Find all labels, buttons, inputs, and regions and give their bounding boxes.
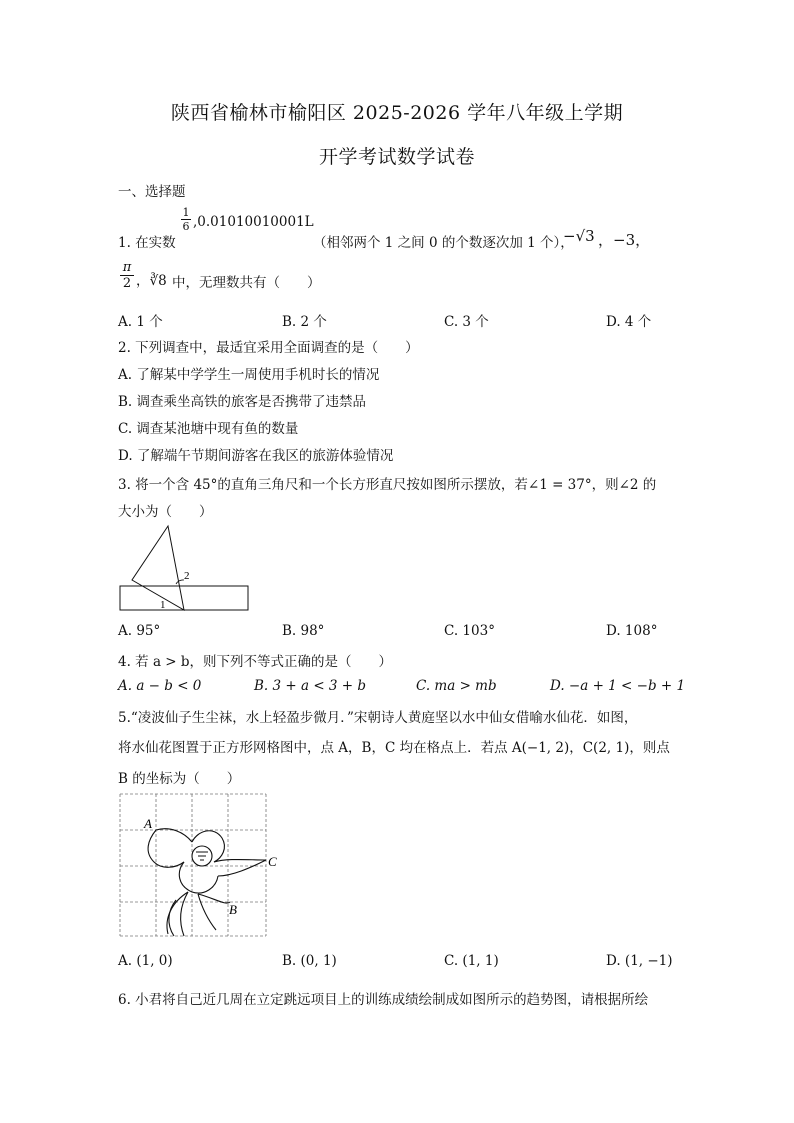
q3-triangle-ruler-figure <box>118 522 253 614</box>
q1-neg3: ，−3， <box>598 231 651 249</box>
q2-option-a: A. 了解某中学学生一周使用手机时长的情况 <box>118 367 380 383</box>
q4-option-c: C. ma > mb <box>416 678 497 694</box>
q1-note: （相邻两个 1 之间 0 的个数逐次加 1 个）， <box>313 235 574 251</box>
q1-option-c: C. 3 个 <box>444 314 489 330</box>
q1-pi-num: π <box>120 260 134 276</box>
q1-frac-num: 1 <box>182 206 190 219</box>
q1-pi-fraction <box>120 260 134 291</box>
q1-tail: 中，无理数共有（ ） <box>172 275 321 291</box>
q3-option-d: D. 108° <box>606 623 658 639</box>
q5-option-a: A. (1, 0) <box>118 953 173 969</box>
q3-option-a: A. 95° <box>118 623 161 639</box>
angle-2-arc <box>176 580 184 584</box>
q1-prefix: 1. 在实数 <box>118 235 176 251</box>
q5-stem-line1: 5.“凌波仙子生尘袜，水上轻盈步微月．”宋朝诗人黄庭坚以水中仙女借喻水仙花．如图， <box>118 710 638 726</box>
q2-option-c: C. 调查某池塘中现有鱼的数量 <box>118 421 299 437</box>
q3-option-c: C. 103° <box>444 623 495 639</box>
q5-option-b: B. (0, 1) <box>282 953 337 969</box>
q1-decimal: ,0.01010010001L <box>193 214 314 230</box>
q1-frac-den: 6 <box>182 220 190 233</box>
exam-title-line2: 开学考试数学试卷 <box>318 146 475 168</box>
q1-option-a: A. 1 个 <box>118 314 163 330</box>
q2-option-d: D. 了解端午节期间游客在我区的旅游体验情况 <box>118 448 394 464</box>
q1-cbrt8: ，∛8 <box>136 273 167 289</box>
q1-pi-den: 2 <box>122 276 132 291</box>
q5-option-c: C. (1, 1) <box>444 953 499 969</box>
q4-option-d: D. −a + 1 < −b + 1 <box>550 678 686 694</box>
q4-stem: 4. 若 a > b，则下列不等式正确的是（ ） <box>118 654 393 670</box>
q6-stem: 6. 小君将自己近几周在立定跳远项目上的训练成绩绘制成如图所示的趋势图，请根据所绘 <box>118 992 649 1008</box>
q5-stem-line2: 将水仙花图置于正方形网格图中，点 A，B，C 均在格点上．若点 A(−1, 2)，C(2, 1)，则点 <box>118 740 670 756</box>
q3-stem-line2: 大小为（ ） <box>118 504 213 520</box>
q4-option-b: B. 3 + a < 3 + b <box>254 678 367 694</box>
q5-point-a-label: A <box>144 816 152 831</box>
q5-stem-line3: B 的坐标为（ ） <box>118 771 241 787</box>
ruler-rectangle <box>120 586 248 610</box>
section-heading: 一、选择题 <box>118 184 186 200</box>
q5-point-c-label: C <box>268 854 277 869</box>
q5-option-d: D. (1, −1) <box>606 953 673 969</box>
q1-fraction <box>181 206 191 233</box>
q1-option-b: B. 2 个 <box>282 314 327 330</box>
q2-option-b: B. 调查乘坐高铁的旅客是否携带了违禁品 <box>118 394 367 410</box>
q3-label-1: 1 <box>160 599 166 611</box>
square-grid <box>120 794 266 936</box>
q5-point-b-label: B <box>229 902 237 917</box>
q2-stem: 2. 下列调查中，最适宜采用全面调查的是（ ） <box>118 340 419 356</box>
q1-neg-sqrt3: −√3 <box>563 227 595 245</box>
q1-option-d: D. 4 个 <box>606 314 652 330</box>
set-square-triangle <box>132 526 184 610</box>
q3-option-b: B. 98° <box>282 623 325 639</box>
q3-label-2: 2 <box>184 570 190 582</box>
q3-stem-line1: 3. 将一个含 45°的直角三角尺和一个长方形直尺按如图所示摆放，若∠1 = 37°，则∠2 的 <box>118 477 657 493</box>
daffodil-drawing <box>148 829 266 936</box>
exam-title-line1: 陕西省榆林市榆阳区 2025-2026 学年八年级上学期 <box>170 102 624 124</box>
q5-daffodil-grid-figure <box>118 792 286 940</box>
q4-option-a: A. a − b < 0 <box>118 678 202 694</box>
